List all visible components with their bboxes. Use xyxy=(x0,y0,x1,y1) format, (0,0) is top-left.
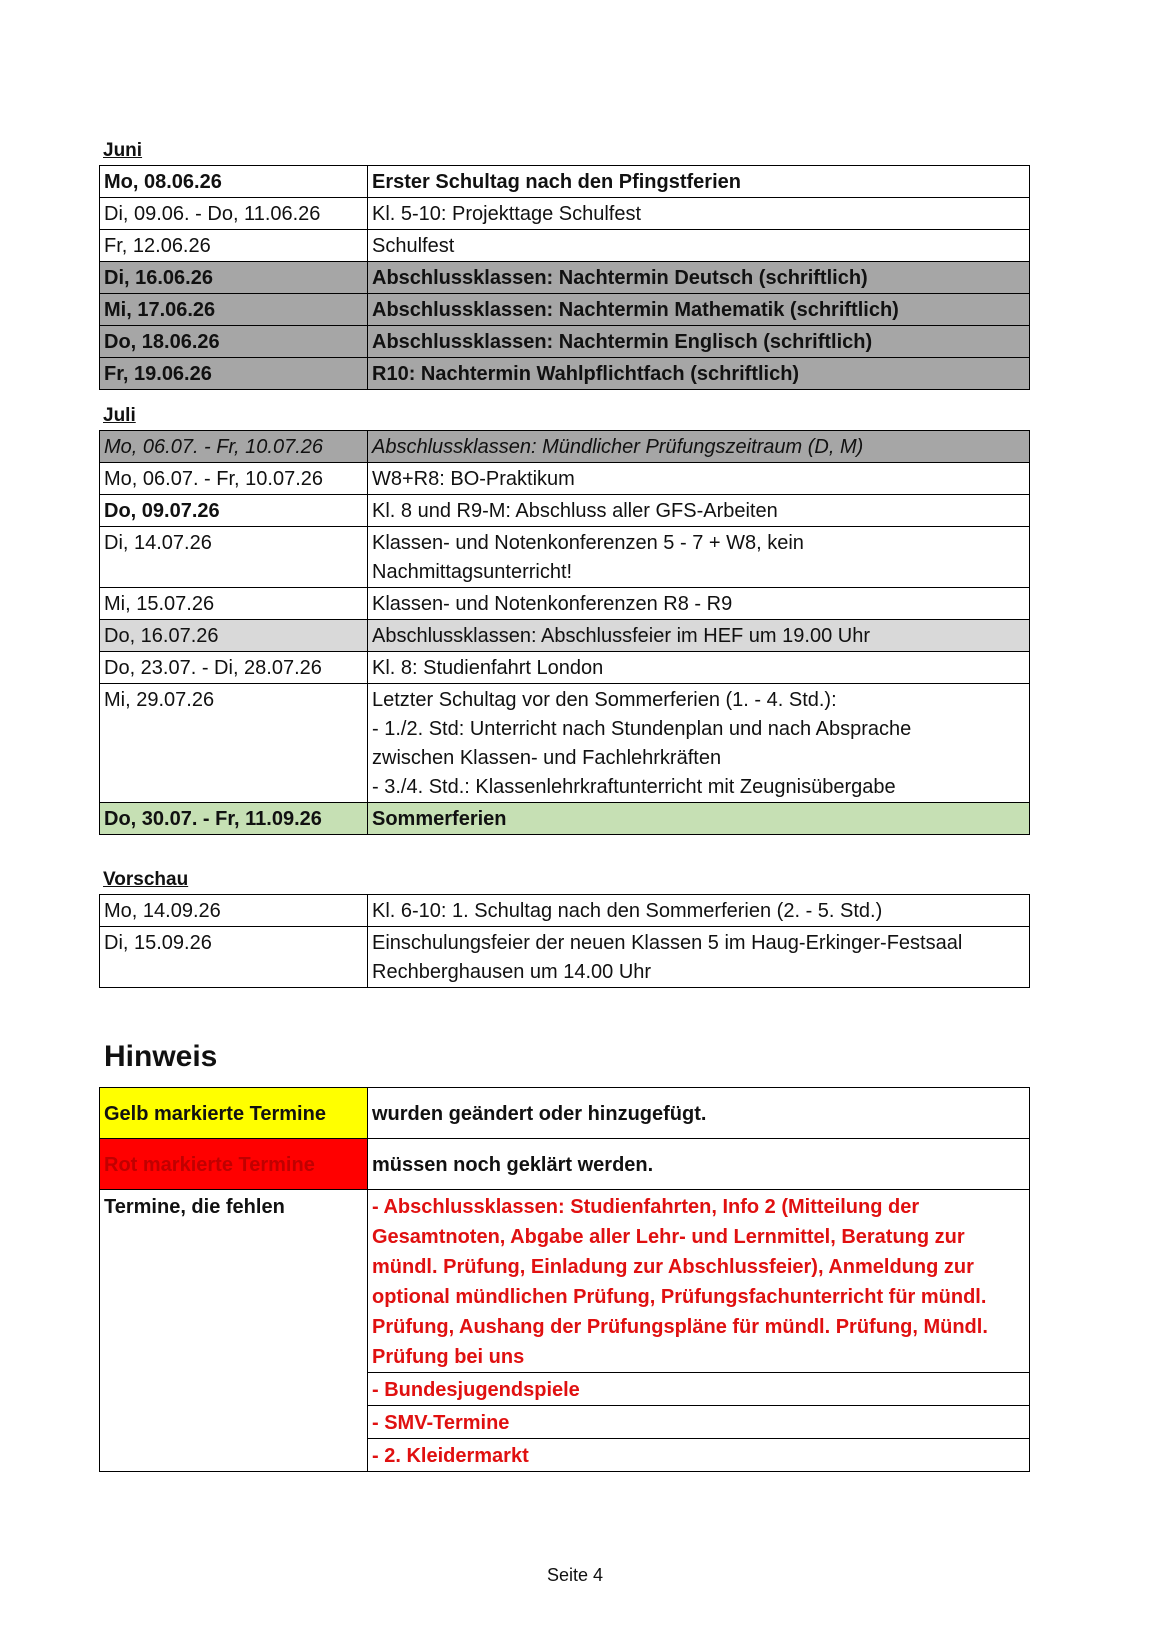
event-cell: Abschlussklassen: Nachtermin Mathematik (schriftlich) xyxy=(368,294,1030,326)
date-cell: Mo, 06.07. - Fr, 10.07.26 xyxy=(100,463,368,495)
table-row xyxy=(100,527,1030,588)
hinweis-title: Hinweis xyxy=(104,1040,218,1073)
missing-item: - Bundesjugendspiele xyxy=(368,1373,1030,1406)
table-row xyxy=(100,230,1030,262)
missing-line: Gesamtnoten, Abgabe aller Lehr- und Lernmittel, Beratung zur xyxy=(372,1226,965,1248)
event-line: - 3./4. Std.: Klassenlehrkraftunterricht mit Zeugnisübergabe xyxy=(372,776,896,798)
date-cell: Mi, 29.07.26 xyxy=(100,684,368,803)
event-cell: Kl. 8: Studienfahrt London xyxy=(368,652,1030,684)
event-cell xyxy=(368,527,1030,588)
section-title-vorschau: Vorschau xyxy=(103,869,189,890)
table-row xyxy=(100,166,1030,198)
missing-line: Prüfung, Aushang der Prüfungspläne für mündl. Prüfung, Mündl. xyxy=(372,1316,988,1338)
event-cell: W8+R8: BO-Praktikum xyxy=(368,463,1030,495)
date-cell: Mi, 17.06.26 xyxy=(100,294,368,326)
red-text: müssen noch geklärt werden. xyxy=(368,1139,1030,1190)
yellow-label: Gelb markierte Termine xyxy=(100,1088,368,1139)
legend-row-missing xyxy=(100,1190,1030,1373)
missing-item: - SMV-Termine xyxy=(368,1406,1030,1439)
table-row xyxy=(100,588,1030,620)
vorschau-table xyxy=(99,894,1030,988)
juni-table xyxy=(99,165,1030,390)
event-cell: Abschlussklassen: Abschlussfeier im HEF um 19.00 Uhr xyxy=(368,620,1030,652)
table-row xyxy=(100,358,1030,390)
date-cell: Mi, 15.07.26 xyxy=(100,588,368,620)
date-cell: Mo, 14.09.26 xyxy=(100,895,368,927)
event-cell: Sommerferien xyxy=(368,803,1030,835)
event-line: - 1./2. Std: Unterricht nach Stundenplan und nach Absprache xyxy=(372,718,912,740)
hinweis-table xyxy=(99,1087,1030,1472)
missing-line: Prüfung bei uns xyxy=(372,1346,525,1368)
event-line: Letzter Schultag vor den Sommerferien (1. - 4. Std.): xyxy=(372,689,837,711)
table-row xyxy=(100,895,1030,927)
missing-line: - Abschlussklassen: Studienfahrten, Info 2 (Mitteilung der xyxy=(372,1196,920,1218)
yellow-text: wurden geändert oder hinzugefügt. xyxy=(368,1088,1030,1139)
table-row xyxy=(100,326,1030,358)
table-row xyxy=(100,262,1030,294)
date-cell: Do, 18.06.26 xyxy=(100,326,368,358)
section-title-juli: Juli xyxy=(103,405,136,426)
table-row xyxy=(100,803,1030,835)
date-cell: Do, 16.07.26 xyxy=(100,620,368,652)
event-cell: Kl. 5-10: Projekttage Schulfest xyxy=(368,198,1030,230)
missing-label: Termine, die fehlen xyxy=(100,1190,368,1472)
table-row xyxy=(100,198,1030,230)
table-row xyxy=(100,652,1030,684)
event-line: Nachmittagsunterricht! xyxy=(372,561,573,583)
table-row xyxy=(100,463,1030,495)
date-cell: Di, 15.09.26 xyxy=(100,927,368,988)
event-line: Einschulungsfeier der neuen Klassen 5 im Haug-Erkinger-Festsaal xyxy=(372,932,963,954)
table-row xyxy=(100,294,1030,326)
event-cell: Abschlussklassen: Nachtermin Deutsch (schriftlich) xyxy=(368,262,1030,294)
red-label: Rot markierte Termine xyxy=(100,1139,368,1190)
page-number: Seite 4 xyxy=(546,1565,604,1585)
missing-line: mündl. Prüfung, Einladung zur Abschlussfeier), Anmeldung zur xyxy=(372,1256,974,1278)
date-cell: Di, 09.06. - Do, 11.06.26 xyxy=(100,198,368,230)
event-cell: R10: Nachtermin Wahlpflichtfach (schriftlich) xyxy=(368,358,1030,390)
table-row xyxy=(100,684,1030,803)
date-cell: Mo, 06.07. - Fr, 10.07.26 xyxy=(100,431,368,463)
date-cell: Mo, 08.06.26 xyxy=(100,166,368,198)
event-cell: Erster Schultag nach den Pfingstferien xyxy=(368,166,1030,198)
table-row xyxy=(100,431,1030,463)
date-cell: Do, 09.07.26 xyxy=(100,495,368,527)
event-cell xyxy=(368,684,1030,803)
table-row xyxy=(100,620,1030,652)
legend-row-yellow xyxy=(100,1088,1030,1139)
date-cell: Di, 16.06.26 xyxy=(100,262,368,294)
event-cell xyxy=(368,927,1030,988)
event-cell: Abschlussklassen: Mündlicher Prüfungszeitraum (D, M) xyxy=(368,431,1030,463)
event-cell: Kl. 8 und R9-M: Abschluss aller GFS-Arbeiten xyxy=(368,495,1030,527)
event-line: Klassen- und Notenkonferenzen 5 - 7 + W8, kein xyxy=(372,532,804,554)
event-cell: Kl. 6-10: 1. Schultag nach den Sommerferien (2. - 5. Std.) xyxy=(368,895,1030,927)
date-cell: Do, 23.07. - Di, 28.07.26 xyxy=(100,652,368,684)
event-cell: Abschlussklassen: Nachtermin Englisch (schriftlich) xyxy=(368,326,1030,358)
table-row xyxy=(100,927,1030,988)
section-title-juni: Juni xyxy=(103,140,143,161)
date-cell: Di, 14.07.26 xyxy=(100,527,368,588)
missing-item: - 2. Kleidermarkt xyxy=(368,1439,1030,1472)
event-line: Rechberghausen um 14.00 Uhr xyxy=(372,961,652,983)
juli-table xyxy=(99,430,1030,835)
date-cell: Fr, 19.06.26 xyxy=(100,358,368,390)
date-cell: Do, 30.07. - Fr, 11.09.26 xyxy=(100,803,368,835)
missing-line: optional mündlichen Prüfung, Prüfungsfachunterricht für mündl. xyxy=(372,1286,987,1308)
event-cell: Klassen- und Notenkonferenzen R8 - R9 xyxy=(368,588,1030,620)
missing-text xyxy=(368,1190,1030,1373)
event-cell: Schulfest xyxy=(368,230,1030,262)
table-row xyxy=(100,495,1030,527)
date-cell: Fr, 12.06.26 xyxy=(100,230,368,262)
legend-row-red xyxy=(100,1139,1030,1190)
event-line: zwischen Klassen- und Fachlehrkräften xyxy=(372,747,722,769)
